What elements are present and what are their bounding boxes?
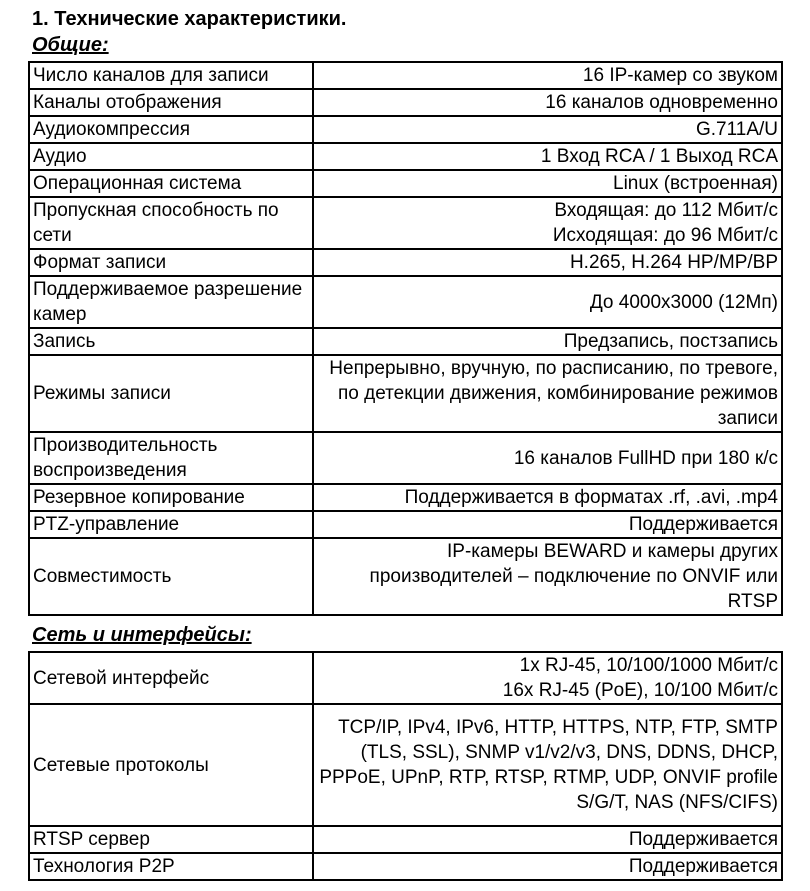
general-specs-table	[28, 61, 783, 616]
spec-value: 1 Вход RCA / 1 Выход RCA	[313, 143, 782, 170]
table-row	[29, 853, 782, 880]
table-row	[29, 355, 782, 432]
spec-label: Поддерживаемое разрешение камер	[29, 276, 313, 328]
spec-value-line: Входящая: до 112 Мбит/с	[554, 200, 778, 221]
spec-label: Совместимость	[29, 538, 313, 615]
spec-value: Непрерывно, вручную, по расписанию, по тревоге, по детекции движения, комбинирование режимов записи	[313, 355, 782, 432]
spec-label: Технология P2P	[29, 853, 313, 880]
spec-label: Сетевой интерфейс	[29, 652, 313, 704]
table-row	[29, 432, 782, 484]
table-row	[29, 276, 782, 328]
table-row	[29, 826, 782, 853]
table-row	[29, 328, 782, 355]
spec-value: IP-камеры BEWARD и камеры других производителей – подключение по ONVIF или RTSP	[313, 538, 782, 615]
spec-value: Поддерживается	[313, 511, 782, 538]
spec-label: Запись	[29, 328, 313, 355]
spec-value: Linux (встроенная)	[313, 170, 782, 197]
spec-value: До 4000х3000 (12Мп)	[313, 276, 782, 328]
spec-label: Режимы записи	[29, 355, 313, 432]
table-row	[29, 249, 782, 276]
network-specs-table	[28, 651, 783, 881]
spec-label: Сетевые протоколы	[29, 704, 313, 826]
table-row	[29, 197, 782, 249]
table-row	[29, 538, 782, 615]
table-row	[29, 62, 782, 89]
spec-label: Число каналов для записи	[29, 62, 313, 89]
section-heading-general: Общие:	[32, 34, 109, 56]
spec-label: Аудио	[29, 143, 313, 170]
spec-value: Поддерживается	[313, 853, 782, 880]
spec-label: Каналы отображения	[29, 89, 313, 116]
spec-value: 16 каналов FullHD при 180 к/с	[313, 432, 782, 484]
spec-value: H.265, H.264 HP/MP/BP	[313, 249, 782, 276]
table-row	[29, 143, 782, 170]
table-row	[29, 704, 782, 826]
spec-value: 16 IP-камер со звуком	[313, 62, 782, 89]
spec-label: Резервное копирование	[29, 484, 313, 511]
spec-value-line: 1х RJ-45, 10/100/1000 Мбит/с	[519, 655, 778, 676]
table-row	[29, 116, 782, 143]
spec-label: Формат записи	[29, 249, 313, 276]
spec-label: Операционная система	[29, 170, 313, 197]
table-row	[29, 652, 782, 704]
spec-label: Пропускная способность по сети	[29, 197, 313, 249]
table-row	[29, 511, 782, 538]
spec-label: Аудиокомпрессия	[29, 116, 313, 143]
spec-value: 16 каналов одновременно	[313, 89, 782, 116]
table-row	[29, 484, 782, 511]
table-row	[29, 170, 782, 197]
spec-label: PTZ-управление	[29, 511, 313, 538]
spec-value-line: 16х RJ-45 (PoE), 10/100 Мбит/с	[502, 680, 778, 701]
spec-value: Поддерживается	[313, 826, 782, 853]
spec-label: RTSP сервер	[29, 826, 313, 853]
spec-value: TCP/IP, IPv4, IPv6, HTTP, HTTPS, NTP, FTP, SMTP (TLS, SSL), SNMP v1/v2/v3, DNS, DDNS, DHCP, PPPoE, UPnP, RTP, RTSP, RTMP, UDP, ONVIF profile S/G/T, NAS (NFS/CIFS)	[313, 704, 782, 826]
spec-value: G.711A/U	[313, 116, 782, 143]
table-row	[29, 89, 782, 116]
spec-label: Производительность воспроизведения	[29, 432, 313, 484]
spec-value: Предзапись, постзапись	[313, 328, 782, 355]
spec-value: Поддерживается в форматах .rf, .avi, .mp4	[313, 484, 782, 511]
spec-value-line: Исходящая: до 96 Мбит/с	[552, 225, 778, 246]
section-heading-network: Сеть и интерфейсы:	[32, 624, 252, 646]
spec-value	[313, 652, 782, 704]
spec-value	[313, 197, 782, 249]
page-title: 1. Технические характеристики.	[32, 8, 347, 30]
